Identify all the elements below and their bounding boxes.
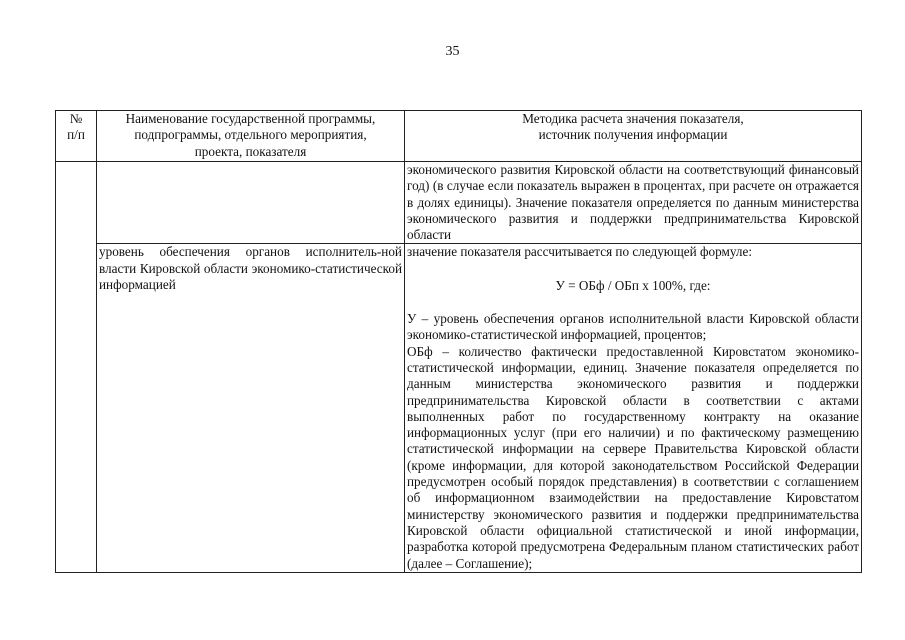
header-number-line: п/п bbox=[67, 127, 85, 143]
header-number-line: № bbox=[69, 111, 83, 126]
row2-name-cell: уровень обеспечения органов исполнитель-ной власти Кировской области экономико-статистической информацией bbox=[97, 244, 405, 572]
row1-name-cell bbox=[97, 162, 405, 244]
header-method-cell bbox=[405, 111, 862, 162]
header-name-line: проекта, показателя bbox=[194, 143, 307, 159]
methodology-table bbox=[55, 110, 862, 573]
row2-number-cell bbox=[56, 244, 97, 572]
formula: У = ОБф / ОБп х 100%, где: bbox=[555, 277, 711, 293]
definition-obf: ОБф – количество фактически предоставленной Кировстатом экономико-статистической информации, единиц. Значение показателя определяется по данным министерства экономического развития и поддержки предпринимательства Кировской области в соответствии с актами выполненных работ по государственному контракту на оказание информационных услуг (при его наличии) и по фактическому размещению статистической информации на сервере Правительства Кировской области (кроме информации, для которой законодательством Российской Федерации предусмотрен особый порядок представления) в соответствии с соглашением об информационном взаимодействии на предоставление Кировстатом министерству экономического развития и поддержки предпринимательства Кировской области официальной статистической и иной информации, разработка которой предусмотрена Федеральным планом статистических работ (далее – Соглашение); bbox=[407, 343, 859, 571]
formula-intro: значение показателя рассчитывается по следующей формуле: bbox=[407, 244, 753, 260]
header-name-cell bbox=[97, 111, 405, 162]
header-number-cell bbox=[56, 111, 97, 162]
row2-method-cell bbox=[405, 244, 862, 572]
definition-u: У – уровень обеспечения органов исполнительной власти Кировской области экономико-статистической информацией, процентов; bbox=[407, 311, 859, 343]
header-method-line: Методика расчета значения показателя, bbox=[522, 111, 744, 126]
table-header-row bbox=[56, 111, 862, 162]
header-method-line: источник получения информации bbox=[538, 127, 728, 143]
table-row bbox=[56, 162, 862, 244]
page-number: 35 bbox=[445, 44, 460, 59]
header-name-line: Наименование государственной программы, bbox=[125, 111, 376, 126]
header-name-line: подпрограммы, отдельного мероприятия, bbox=[134, 127, 367, 143]
row1-method-cell: экономического развития Кировской области на соответствующий финансовый год) (в случае если показатель выражен в процентах, при расчете он отражается в долях единицы). Значение показателя определяется по данным министерства экономического развития и поддержки предпринимательства Кировской области bbox=[405, 162, 862, 244]
row1-number-cell bbox=[56, 162, 97, 244]
table-row bbox=[56, 244, 862, 572]
